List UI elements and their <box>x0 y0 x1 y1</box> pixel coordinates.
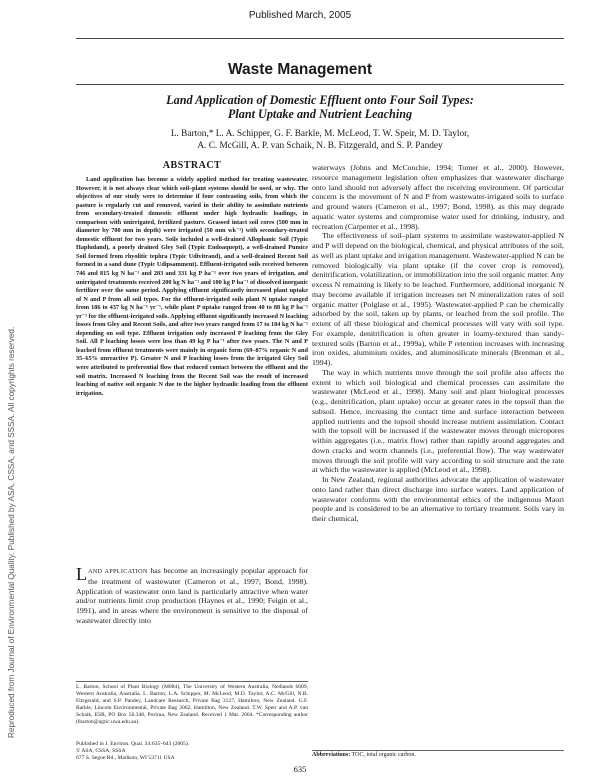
abbreviations-note <box>312 752 564 758</box>
article-title <box>76 93 564 121</box>
pubinfo-address: 677 S. Segoe Rd., Madison, WI 53711 USA <box>76 755 175 762</box>
body-paragraph-2: The effectiveness of soil–plant systems to assimilate wastewater-applied N and P will depend on the biological, chemical, and physical attributes of the soil, as well as plant uptake and irrigation management. Wastewater-applied N can be removed biologically via plant uptake (if the cover crop is removed), denitrification, volatilization, or immobilization into the soil organic matter. Any excess N remaining is likely to be leached. Furthermore, additional inorganic N may become available if irrigation increases net N mineralization rates of soil organic matter (Polglase et al., 1995). Wastewater-applied P can be chemically adsorbed by the soil, taken up by plants, or leached from the soil profile. The extent of all these biological and chemical processes will vary with soil type. For example, denitrification is often greater in loamy-textured than sandy-textured soils (Barton et al., 1999a), while P retention increases with increasing iron oxides, aluminium oxides, and aluminosilicate minerals (Brenman et al., 1994). <box>312 231 564 367</box>
top-rule <box>76 38 564 39</box>
publication-info <box>76 741 308 763</box>
abstract-heading: ABSTRACT <box>162 160 222 171</box>
intro-smallcaps: AND APPLICATION <box>88 568 148 575</box>
author-affiliations-footnote: L. Barton, School of Plant Biology (M084), The University of Western Australia, Nedlands 6009, Western Australia, Australia. L. Barton, L.A. Schipper, M. McLeod, M.D. Taylor, A.C. McGill, N.B. Fitzgerald, and S.P. Pandey, Landcare Research, Private Bag 3127, Hamilton, New Zealand. G.F. Barkle, Lincoln Environmental, Private Bag 3062, Hamilton, New Zealand. T.W. Speir and A.P. van Schaik, ESR, PO Box 50.348, Porirua, New Zealand. Received 1 Mar. 2004. *Corresponding author (lbarton@agric.uwa.edu.au). <box>76 684 308 726</box>
right-column <box>312 163 564 524</box>
intro-text: has become an increasingly popular approach for the treatment of wastewater (Cameron et al., 1997; Bond, 1998). Application of wastewater onto land is particularly attractive when water and/or nutrients limit crop production (Haynes et al., 1990; Feigin et al., 1991), and in areas where the environment is sensitive to the disposal of wastewater directly into <box>76 566 308 625</box>
left-column <box>76 160 308 398</box>
footnote-rule <box>76 681 308 682</box>
page-number: 635 <box>293 764 307 774</box>
section-rule <box>76 84 564 85</box>
copyright-side-note: Reproduced from Journal of Environmental Quality. Published by ASA, CSSA, and SSSA. All copyrights reserved. <box>7 326 16 738</box>
pubinfo-citation: Published in J. Environ. Qual. 34:635–643 (2005). <box>76 741 190 747</box>
section-heading: Waste Management <box>227 61 373 78</box>
authors-line-2: A. C. McGill, A. P. van Schaik, N. B. Fitzgerald, and S. P. Pandey <box>197 141 443 152</box>
title-line-1: Land Application of Domestic Effluent onto Four Soil Types: <box>166 93 474 107</box>
body-paragraph-3: The way in which nutrients move through the soil profile also affects the extent to which soil biological and chemical processes can assimilate the wastewater (McLeod et al., 1998). Many soil and plant biological processes (e.g., denitrification, plant uptake) occur at greater rates in the topsoil than the subsoil. Hence, increasing the contact time and surface interaction between applied nutrients and the topsoil should increase nutrient assimilation. Contact with the topsoil will be increased if the wastewater moves through micropores within aggregates (i.e., matrix flow) rather than rapidly around aggregates and down cracks and worm channels (i.e., preferential flow). The way wastewater moves through the soil profile will vary according to soil structure and the rate at which the wastewater is applied (McLeod et al., 1998). <box>312 367 564 475</box>
abbreviations-rule <box>312 750 564 751</box>
abbreviations-label: Abbreviations: <box>312 752 351 758</box>
abbreviations-text: TOC, total organic carbon. <box>350 752 416 758</box>
authors-line-1: L. Barton,* L. A. Schipper, G. F. Barkle, M. McLeod, T. W. Speir, M. D. Taylor, <box>170 129 470 139</box>
introduction-paragraph <box>76 566 308 626</box>
body-paragraph-4: In New Zealand, regional authorities advocate the application of wastewater onto land rather than direct discharge into surface waters. Land application of wastewater conforms with the environmental ethics of the indigenous Maori people and is considered to be an alternative to tertiary treatment. Soils vary in their chemical, <box>312 475 564 523</box>
drop-cap: L <box>76 564 87 584</box>
body-paragraph-1: waterways (Johns and McConchie, 1994; Tomer et al., 2000). However, resource management legislation often emphasizes that wastewater discharge onto land should not adversely affect the receiving environment. Of particular concern is the movement of N and P from wastewater-irrigated soils to surface and ground waters (Cameron et al., 1997; Bond, 1998), as this may degrade aquatic water systems and compromise water used for drinking, industry, and recreation (Carpenter et al., 1998). <box>312 163 564 231</box>
title-line-2: Plant Uptake and Nutrient Leaching <box>227 107 413 122</box>
pubinfo-copyright: © ASA, CSSA, SSSA <box>76 748 126 755</box>
abstract-body: Land application has become a widely applied method for treating wastewater. However, it is not always clear which soil–plant systems should be used, or why. The objectives of our study were to determine if four contrasting soils, from which the pasture is regularly cut and removed, varied in their ability to assimilate nutrients from secondary-treated domestic effluent under high hydraulic loadings, in comparison with unirrigated, fertilized pasture. Grassed intact soil cores (500 mm in diameter by 700 mm in depth) were irrigated (50 mm wk⁻¹) with secondary-treated domestic effluent for two years. Soils included a well-drained Allophanic Soil (Typic Hapludand), a poorly drained Gley Soil (Typic Endoaquept), a well-drained Pumice Soil formed from rhyolitic tephra (Typic Udivitrand), and a well-drained Recent Soil formed in a sand dune (Typic Udipsamment). Effluent-irrigated soils received between 746 and 815 kg N ha⁻¹ and 283 and 331 kg P ha⁻¹ over two years of irrigation, and unirrigated treatments received 200 kg N ha⁻¹ and 100 kg P ha⁻¹ of dissolved inorganic fertilizer over the same period. Applying effluent significantly increased plant uptake of N and P from all soil types. For the effluent-irrigated soils plant N uptake ranged from 186 to 437 kg N ha⁻¹ yr⁻¹, while plant P uptake ranged from 40 to 88 kg P ha⁻¹ yr⁻¹ for the effluent-irrigated soils. Applying effluent significantly increased N leaching losses from Gley and Recent Soils, and after two years ranged from 17 to 184 kg N ha⁻¹ depending on soil type. Effluent irrigation only increased P leaching from the Gley Soil. All P leaching losses were less than 49 kg P ha⁻¹ after two years. The N and P leached from effluent treatments were mainly in organic form (69–87% organic N and 35–65% unreactive P). Greater N and P leaching losses from the irrigated Gley Soil were attributed to preferential flow that reduced contact between the effluent and the soil matrix. Increased N leaching from the Recent Soil was the result of increased leaching of native soil organic N due to the higher hydraulic loading from the effluent irrigation. <box>76 176 308 397</box>
author-list <box>76 128 564 152</box>
published-date: Published March, 2005 <box>248 10 352 21</box>
